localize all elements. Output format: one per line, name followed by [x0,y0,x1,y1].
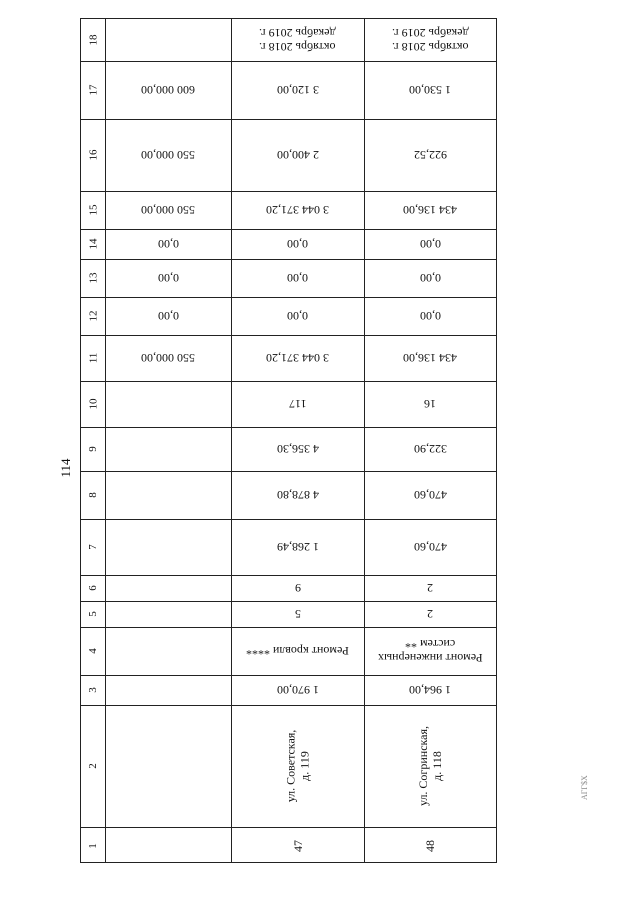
row47-c13: 0,00 [287,271,308,285]
col-header-4: 4 [87,648,99,654]
col-header-1: 1 [87,842,99,849]
row47-c17: 3 120,00 [276,83,319,97]
row48-c7: 470,60 [413,540,447,554]
row48-c5: 2 [427,607,433,621]
page-number: 114 [58,458,73,478]
subtotal-11: 550 000,00 [141,351,195,365]
row47-c16: 2 400,00 [276,148,319,162]
row48-c3: 1 964,00 [409,683,451,697]
row47-c9: 4 356,30 [276,442,319,456]
col-header-9: 9 [87,446,99,452]
col-header-2: 2 [87,763,99,769]
row47-c7: 1 268,49 [276,540,319,554]
row47-c14: 0,00 [287,237,308,251]
row48-c12: 0,00 [419,309,441,323]
row48-c9: 322,90 [413,442,447,456]
row48-c13: 0,00 [419,271,441,285]
col-header-5: 5 [87,611,99,617]
row48-c15: 434 136,00 [403,203,457,217]
row47-c12: 0,00 [287,309,308,323]
row47-c15: 3 044 371,20 [266,203,329,217]
subtotal-14: 0,00 [157,237,179,251]
row47-c6: 9 [294,581,301,595]
col-header-12: 12 [87,310,99,322]
col-header-18: 18 [87,34,99,46]
row47-address: ул. Советская, д. 119 [283,729,312,803]
row47-c8: 4 878,80 [276,488,319,502]
subtotal-17: 600 000,00 [141,83,195,97]
col-header-16: 16 [87,149,99,161]
row47-c5: 5 [294,607,301,621]
col-header-10: 10 [87,398,99,410]
row48-c14: 0,00 [419,237,441,251]
col-header-6: 6 [87,585,99,591]
col-header-17: 17 [87,84,99,96]
col-header-7: 7 [87,544,99,550]
subtotal-13: 0,00 [157,271,179,285]
row48-c4: систем ** Ремонт инженерных [377,637,483,665]
col-header-11: 11 [87,352,99,364]
row48-c8: 470,60 [413,488,447,502]
col-header-3: 3 [87,687,99,693]
col-header-13: 13 [87,272,99,284]
row47-c3: 1 970,00 [276,683,319,697]
row47-c4: Ремонт кровли **** [246,644,349,658]
col-header-14: 14 [87,238,99,250]
row48-period: декабрь 2019 г. октябрь 2018 г. [391,26,469,54]
row48-c10: 16 [424,397,436,411]
row48-c6: 2 [427,581,433,595]
subtotal-15: 550 000,00 [141,203,195,217]
row48-c1: 48 [423,839,437,852]
col-header-8: 8 [87,492,99,498]
subtotal-16: 550 000,00 [141,148,195,162]
subtotal-12: 0,00 [157,309,179,323]
row48-address: ул. Согринская, д. 118 [416,725,444,807]
row47-c10: 117 [288,397,307,411]
row48-c16: 922,52 [413,148,447,162]
row48-c17: 1 530,00 [409,83,451,97]
col-header-15: 15 [87,204,99,216]
row48-c11: 434 136,00 [403,351,457,365]
scan-mark: АГГ$Х [580,775,589,800]
row47-c11: 3 044 371,20 [266,351,329,365]
row47-c1: 47 [290,839,305,852]
data-table [80,18,497,863]
row47-period: декабрь 2019 г. октябрь 2018 г. [259,26,336,54]
